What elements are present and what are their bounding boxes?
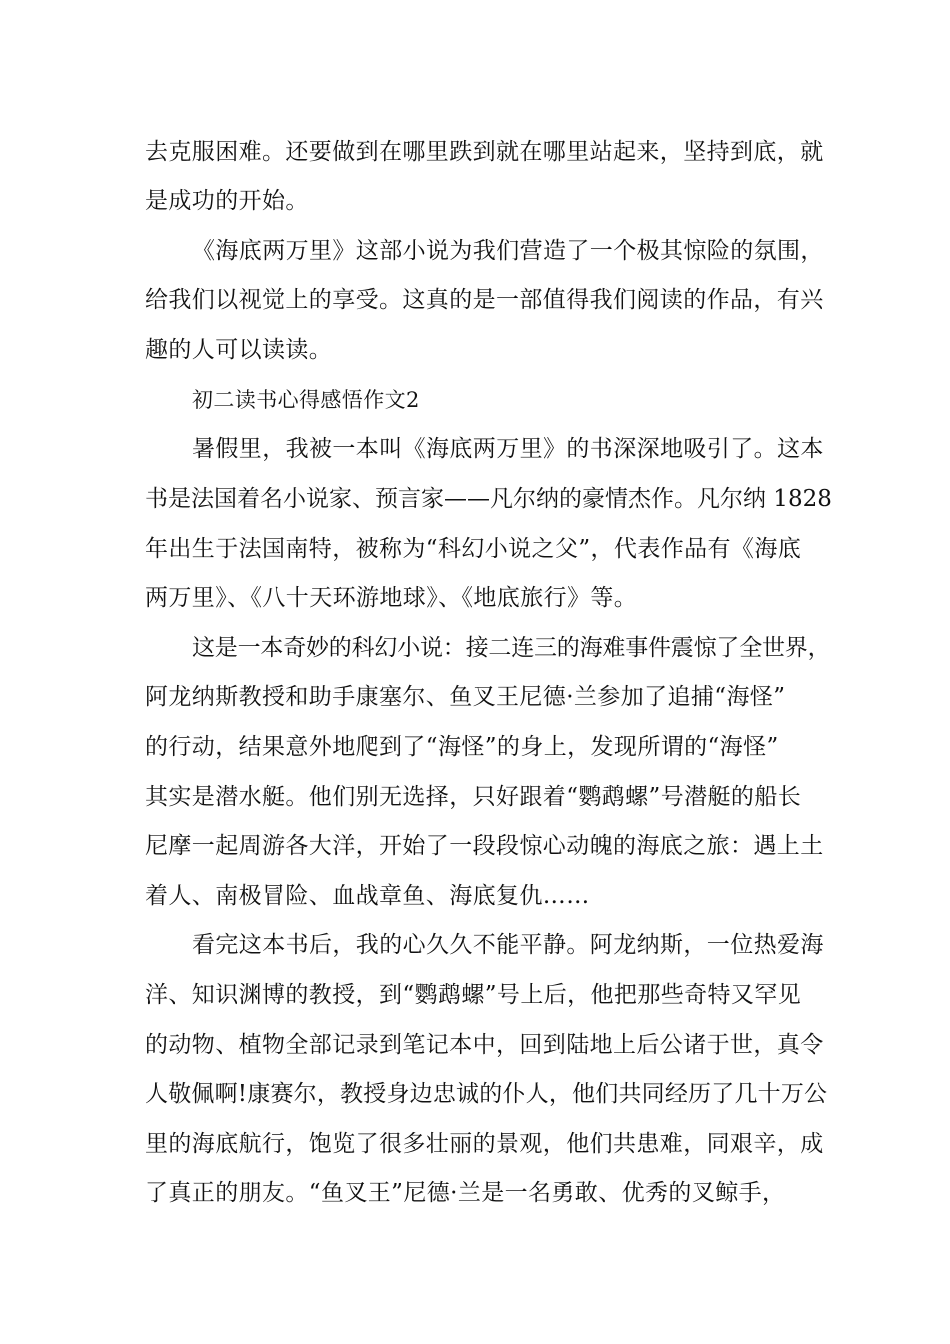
text-line: 洋、知识渊博的教授，到“鹦鹉螺”号上后，他把那些奇特又罕见 bbox=[145, 982, 802, 1008]
text-line: 尼摩一起周游各大洋，开始了一段段惊心动魄的海底之旅：遇上土 bbox=[145, 833, 824, 859]
section-heading: 初二读书心得感悟作文2 bbox=[192, 388, 420, 412]
text-line: 阿龙纳斯教授和助手康塞尔、鱼叉王尼德·兰参加了追捕“海怪” bbox=[145, 684, 786, 710]
paragraph-first-line: 暑假里，我被一本叫《海底两万里》的书深深地吸引了。这本 bbox=[192, 436, 824, 462]
text-line: 是成功的开始。 bbox=[145, 188, 309, 214]
text-line: 年出生于法国南特，被称为“科幻小说之父”，代表作品有《海底 bbox=[145, 536, 802, 562]
text-line: 给我们以视觉上的享受。这真的是一部值得我们阅读的作品，有兴 bbox=[145, 287, 824, 313]
text-line: 人敬佩啊!康赛尔，教授身边忠诚的仆人，他们共同经历了几十万公 bbox=[145, 1081, 828, 1107]
paragraph-first-line: 看完这本书后，我的心久久不能平静。阿龙纳斯，一位热爱海 bbox=[192, 932, 824, 958]
text-line: 其实是潜水艇。他们别无选择，只好跟着“鹦鹉螺”号潜艇的船长 bbox=[145, 784, 802, 810]
text-line: 着人、南极冒险、血战章鱼、海底复仇…… bbox=[145, 883, 590, 909]
text-line: 书是法国着名小说家、预言家——凡尔纳的豪情杰作。凡尔纳 1828 bbox=[145, 486, 832, 512]
text-line: 了真正的朋友。“鱼叉王”尼德·兰是一名勇敢、优秀的叉鲸手， bbox=[145, 1180, 786, 1206]
text-line: 趣的人可以读读。 bbox=[145, 337, 333, 363]
text-line: 两万里》、《八十天环游地球》、《地底旅行》等。 bbox=[145, 585, 638, 611]
paragraph-first-line: 这是一本奇妙的科幻小说：接二连三的海难事件震惊了全世界， bbox=[192, 635, 831, 661]
text-line: 的行动，结果意外地爬到了“海怪”的身上，发现所谓的“海怪” bbox=[145, 734, 779, 760]
text-line: 里的海底航行，饱览了很多壮丽的景观，他们共患难，同艰辛，成 bbox=[145, 1131, 824, 1157]
text-line: 的动物、植物全部记录到笔记本中，回到陆地上后公诸于世，真令 bbox=[145, 1032, 824, 1058]
paragraph-first-line: 《海底两万里》这部小说为我们营造了一个极其惊险的氛围， bbox=[192, 238, 824, 264]
text-line: 去克服困难。还要做到在哪里跌到就在哪里站起来，坚持到底，就 bbox=[145, 139, 824, 165]
